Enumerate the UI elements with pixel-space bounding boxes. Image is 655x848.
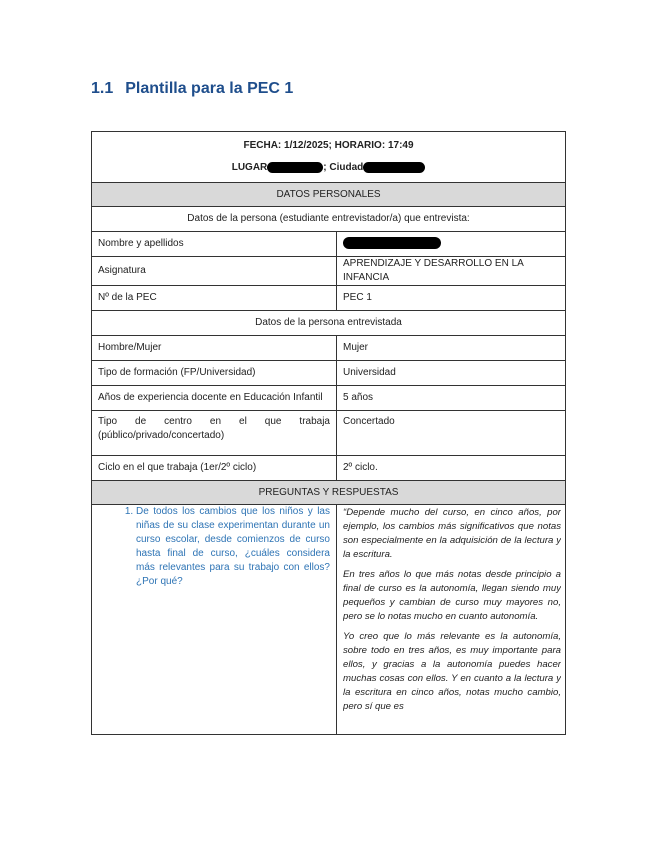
interviewee-caption: Datos de la persona entrevistada — [92, 311, 566, 336]
personal-data-header: DATOS PERSONALES — [92, 183, 566, 207]
section-heading — [91, 80, 293, 98]
city-label: ; Ciudad — [323, 162, 364, 173]
table-row — [92, 232, 566, 257]
field-label: Años de experiencia docente en Educación Infantil — [92, 386, 337, 411]
field-value: Mujer — [337, 336, 566, 361]
place-label: LUGAR — [231, 162, 268, 173]
question-cell — [92, 505, 337, 735]
name-redaction — [343, 237, 441, 249]
place-line — [98, 161, 559, 175]
interviewer-caption: Datos de la persona (estudiante entrevistador/a) que entrevista: — [92, 207, 566, 232]
qa-row — [92, 505, 566, 735]
field-label: Nombre y apellidos — [92, 232, 337, 257]
field-value: APRENDIZAJE Y DESARROLLO EN LA INFANCIA — [337, 257, 566, 286]
table-row — [92, 257, 566, 286]
table-row — [92, 456, 566, 481]
answer-paragraph: En tres años lo que más notas desde principio a final de curso es la autonomía, llegan siendo muy pequeños y cambian de curso muy mayores no, pero se lo notas mucho en cuanto autonomía. — [343, 569, 561, 622]
field-label: Ciclo en el que trabaja (1er/2º ciclo) — [92, 456, 337, 481]
table-row — [92, 286, 566, 311]
interview-template-table — [91, 131, 566, 735]
date-place-cell — [92, 132, 566, 183]
field-value: 5 años — [337, 386, 566, 411]
field-value: Concertado — [337, 411, 566, 456]
field-label: Tipo de centro en el que trabaja (público/privado/concertado) — [92, 411, 337, 456]
field-label: Tipo de formación (FP/Universidad) — [92, 361, 337, 386]
answer-paragraph: “Depende mucho del curso, en cinco años, por ejemplo, los cambios más significativos que notas son especialmente en la adquisición de la lectura y la escritura. — [343, 507, 561, 560]
table-row — [92, 386, 566, 411]
qa-header: PREGUNTAS Y RESPUESTAS — [92, 481, 566, 505]
field-label: Asignatura — [92, 257, 337, 286]
field-value: 2º ciclo. — [337, 456, 566, 481]
answer-cell — [337, 505, 566, 735]
field-label: Hombre/Mujer — [92, 336, 337, 361]
question-text: 1. De todos los cambios que los niños y las niñas de su clase experimentan durante un curso escolar, desde comienzos de curso hasta final de curso, ¿cuáles considera más relevantes para su trabajo con ellos?¿Por qué? — [136, 505, 330, 589]
table-row — [92, 336, 566, 361]
section-number: 1.1 — [91, 80, 114, 97]
field-value — [337, 232, 566, 257]
field-value: PEC 1 — [337, 286, 566, 311]
table-row — [92, 411, 566, 456]
field-value: Universidad — [337, 361, 566, 386]
header-row — [92, 132, 566, 183]
answer-paragraph: Yo creo que lo más relevante es la autonomía, sobre todo en tres años, es muy importante para ellos, y gracias a la autonomía puedes hacer muchas cosas con ellos. Y en cuanto a la lectura y la escritura en cinco años, notas mucho cambio, pero sí que es — [343, 631, 561, 712]
date-time-line: FECHA: 1/12/2025; HORARIO: 17:49 — [243, 140, 414, 151]
field-label: Nº de la PEC — [92, 286, 337, 311]
city-redaction — [363, 162, 425, 173]
section-title: Plantilla para la PEC 1 — [125, 80, 294, 97]
place-redaction — [267, 162, 323, 173]
table-row — [92, 361, 566, 386]
